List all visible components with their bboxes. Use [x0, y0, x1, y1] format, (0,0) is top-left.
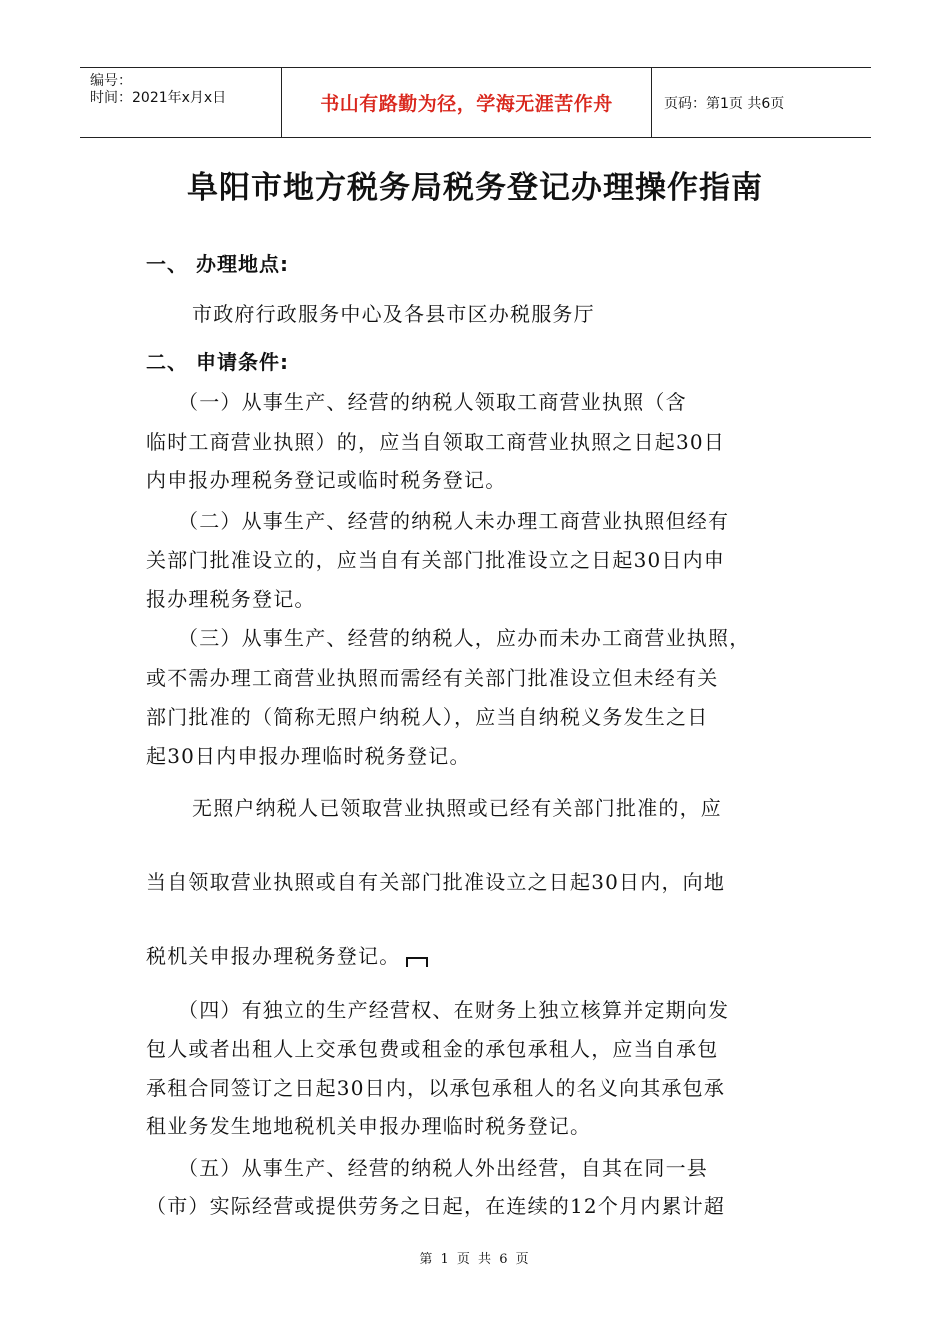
- header-meta: [80, 68, 281, 137]
- paragraph-line: 部门批准的（简称无照户纳税人），应当自纳税义务发生之日: [146, 705, 709, 729]
- paragraph-line: （四）有独立的生产经营权、在财务上独立核算并定期向发: [178, 998, 730, 1022]
- paragraph-line: 内申报办理税务登记或临时税务登记。: [146, 468, 507, 492]
- paragraph-line: 包人或者出租人上交承包费或租金的承包承租人，应当自承包: [146, 1037, 719, 1061]
- paragraph-line: 税机关申报办理税务登记。: [146, 944, 401, 968]
- paragraph-line: 当自领取营业执照或自有关部门批准设立之日起30日内，向地: [146, 870, 726, 894]
- document-title: 阜阳市地方税务局税务登记办理操作指南: [187, 170, 763, 206]
- bracket-mark-icon: [406, 957, 428, 967]
- paragraph-line: 或不需办理工商营业执照而需经有关部门批准设立但未经有关: [146, 666, 719, 690]
- paragraph-line-with-mark: [146, 940, 428, 969]
- paragraph-line: 起30日内申报办理临时税务登记。: [146, 744, 471, 768]
- page-code: 页码：第1页 共6页: [664, 95, 785, 112]
- time-label: 时间：2021年x月x日: [90, 90, 227, 106]
- paragraph-line: （二）从事生产、经营的纳税人未办理工商营业执照但经有: [178, 509, 730, 533]
- section1-content: 市政府行政服务中心及各县市区办税服务厅: [192, 302, 595, 326]
- paragraph-line: 临时工商营业执照）的，应当自领取工商营业执照之日起30日: [146, 430, 726, 454]
- paragraph-line: 关部门批准设立的，应当自有关部门批准设立之日起30日内申: [146, 548, 726, 572]
- paragraph-line: （一）从事生产、经营的纳税人领取工商营业执照（含: [178, 390, 687, 414]
- header-table: [80, 67, 871, 138]
- paragraph-line: 承租合同签订之日起30日内，以承包承租人的名义向其承包承: [146, 1076, 726, 1100]
- paragraph-line: （五）从事生产、经营的纳税人外出经营，自其在同一县: [178, 1156, 708, 1180]
- paragraph-line: 租业务发生地地税机关申报办理临时税务登记。: [146, 1114, 592, 1138]
- paragraph-line: 无照户纳税人已领取营业执照或已经有关部门批准的，应: [192, 796, 722, 820]
- section2-heading: 二、 申请条件:: [146, 350, 289, 374]
- number-label: 编号：: [90, 73, 132, 89]
- motto: 书山有路勤为径，学海无涯苦作舟: [281, 68, 652, 137]
- paragraph-line: （市）实际经营或提供劳务之日起，在连续的12个月内累计超: [146, 1194, 726, 1218]
- page-footer: 第 1 页 共 6 页: [419, 1252, 531, 1267]
- section1-heading: 一、 办理地点:: [146, 252, 289, 276]
- paragraph-line: （三）从事生产、经营的纳税人，应办而未办工商营业执照，: [178, 626, 751, 650]
- paragraph-line: 报办理税务登记。: [146, 587, 316, 611]
